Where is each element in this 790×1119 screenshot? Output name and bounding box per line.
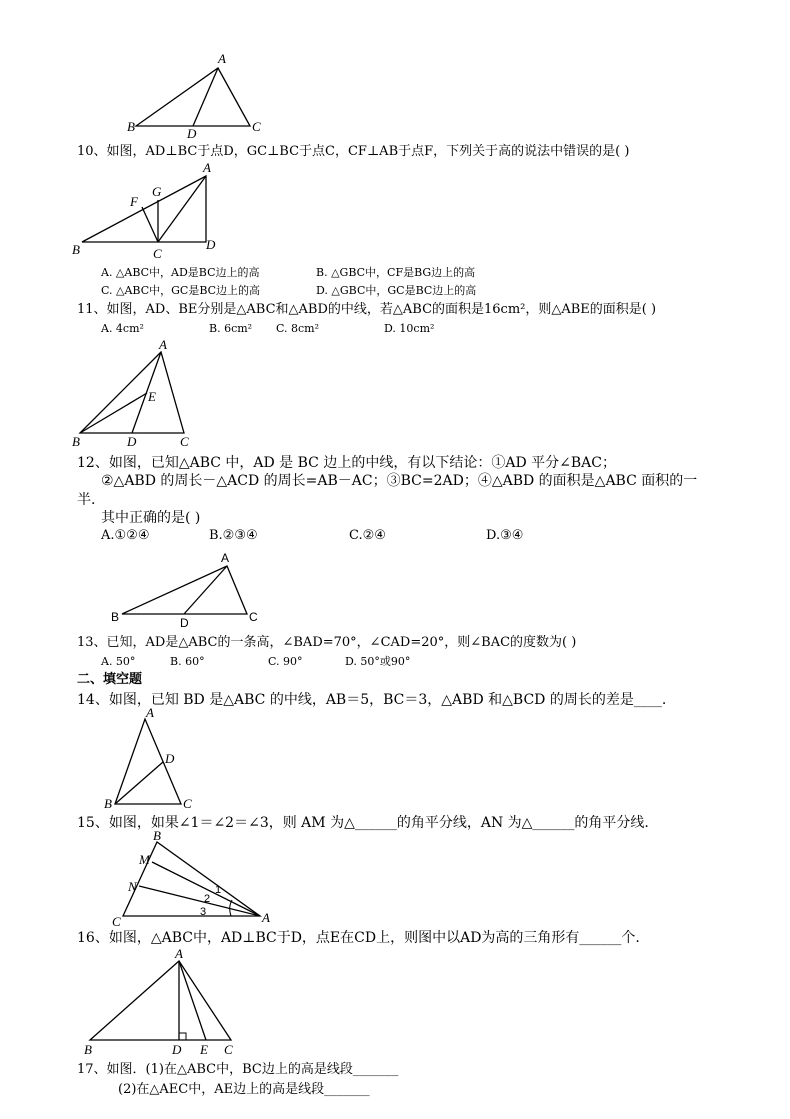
- fig2-label-d: D: [206, 237, 216, 252]
- fig5-label-d: D: [165, 751, 175, 766]
- figure-q10: [72, 160, 216, 261]
- fig1-label-d: D: [187, 126, 197, 141]
- q12-stem-line3: 半.: [77, 492, 96, 508]
- q10-stem: 10、如图，AD⊥BC于点D，GC⊥BC于点C，CF⊥AB于点F，下列关于高的说法中错误的是( ): [77, 144, 630, 159]
- q11-stem: 11、如图，AD、BE分别是△ABC和△ABD的中线，若△ABC的面积是16cm²，则△ABE的面积是( ): [77, 302, 657, 317]
- q12-stem-line1: 12、如图，已知△ABC 中，AD 是 BC 边上的中线，有以下结论：①AD 平分∠BAC；: [77, 455, 616, 471]
- figure-q11: [72, 337, 189, 449]
- fig2-label-c: C: [153, 246, 162, 261]
- fig6-label-angle3: 3: [200, 906, 207, 918]
- figure-q14: [104, 705, 192, 811]
- fig6-label-b: B: [153, 828, 161, 843]
- fig3-label-a: A: [159, 337, 167, 352]
- fig4-label-c: C: [249, 610, 258, 624]
- q10-option-d: D. △GBC中，GC是BC边上的高: [316, 284, 477, 297]
- q12-prompt: 其中正确的是( ): [101, 510, 201, 526]
- q13-option-b: B. 60°: [170, 655, 205, 668]
- fig5-label-a: A: [146, 705, 154, 720]
- fig4-label-d: D: [180, 616, 189, 630]
- fig6-label-a: A: [262, 910, 270, 925]
- q11-option-c: C. 8cm²: [276, 322, 320, 335]
- fig4-label-a: A: [221, 551, 230, 565]
- fig2-label-f: F: [130, 194, 138, 209]
- section-title-fill-blank: 二、填空题: [77, 672, 143, 687]
- q12-option-b: B.②③④: [209, 528, 258, 543]
- fig6-label-m: M: [139, 852, 150, 867]
- fig4-label-b: B: [111, 610, 120, 624]
- q16-stem: 16、如图，△ABC中，AD⊥BC于D，点E在CD上，则图中以AD为高的三角形有______个.: [77, 930, 640, 946]
- fig7-label-c: C: [224, 1042, 233, 1057]
- fig7-label-a: A: [175, 946, 183, 961]
- fig7-label-e: E: [200, 1042, 208, 1057]
- fig2-label-g: G: [152, 184, 162, 199]
- fig6-label-angle1: 1: [215, 884, 222, 896]
- fig6-label-c: C: [112, 914, 121, 929]
- fig7-label-d: D: [172, 1042, 182, 1057]
- q10-option-a: A. △ABC中，AD是BC边上的高: [101, 266, 260, 279]
- fig2-label-b: B: [72, 242, 80, 257]
- fig6-label-angle2: 2: [204, 893, 211, 905]
- fig3-label-b: B: [72, 434, 80, 449]
- fig2-label-a: A: [203, 160, 211, 175]
- fig7-label-b: B: [84, 1042, 92, 1057]
- q13-option-c: C. 90°: [268, 655, 303, 668]
- fig5-label-b: B: [104, 796, 112, 811]
- q13-stem: 13、已知，AD是△ABC的一条高，∠BAD=70°，∠CAD=20°，则∠BAC的度数为( ): [77, 635, 577, 650]
- figure-q15: [112, 828, 270, 929]
- q13-option-a: A. 50°: [101, 655, 136, 668]
- fig1-label-a: A: [218, 51, 226, 66]
- q10-option-c: C. △ABC中，GC是BC边上的高: [101, 284, 261, 297]
- figure-q16: [84, 946, 233, 1057]
- fig1-label-b: B: [127, 119, 135, 134]
- fig5-label-c: C: [183, 796, 192, 811]
- q12-option-a: A.①②④: [101, 528, 150, 543]
- fig1-label-c: C: [252, 119, 261, 134]
- q17-line2: (2)在△AEC中，AE边上的高是线段_______: [118, 1082, 370, 1097]
- fig3-label-c: C: [180, 434, 189, 449]
- q11-option-d: D. 10cm²: [384, 322, 435, 335]
- fig3-label-d: D: [127, 434, 137, 449]
- figure-triangle-1: [127, 51, 261, 141]
- q12-stem-line2: ②△ABD 的周长－△ACD 的周长=AB－AC；③BC=2AD；④△ABD 的面积是△ABC 面积的一: [101, 473, 698, 489]
- fig3-label-e: E: [148, 389, 156, 404]
- q13-option-d: D. 50°或90°: [345, 655, 411, 668]
- q11-option-a: A. 4cm²: [101, 322, 144, 335]
- q10-option-b: B. △GBC中，CF是BG边上的高: [316, 266, 476, 279]
- q15-stem: 15、如图，如果∠1＝∠2＝∠3，则 AM 为△______的角平分线，AN 为△______的角平分线.: [77, 815, 649, 831]
- fig6-label-n: N: [128, 879, 137, 894]
- figure-q12: [111, 551, 258, 630]
- q17-line1: 17、如图．(1)在△ABC中，BC边上的高是线段_______: [77, 1062, 399, 1077]
- q14-stem: 14、如图，已知 BD 是△ABC 的中线，AB＝5，BC＝3，△ABD 和△BCD 的周长的差是____.: [77, 692, 667, 708]
- q11-option-b: B. 6cm²: [209, 322, 253, 335]
- q12-option-c: C.②④: [349, 528, 386, 543]
- q12-option-d: D.③④: [486, 528, 524, 543]
